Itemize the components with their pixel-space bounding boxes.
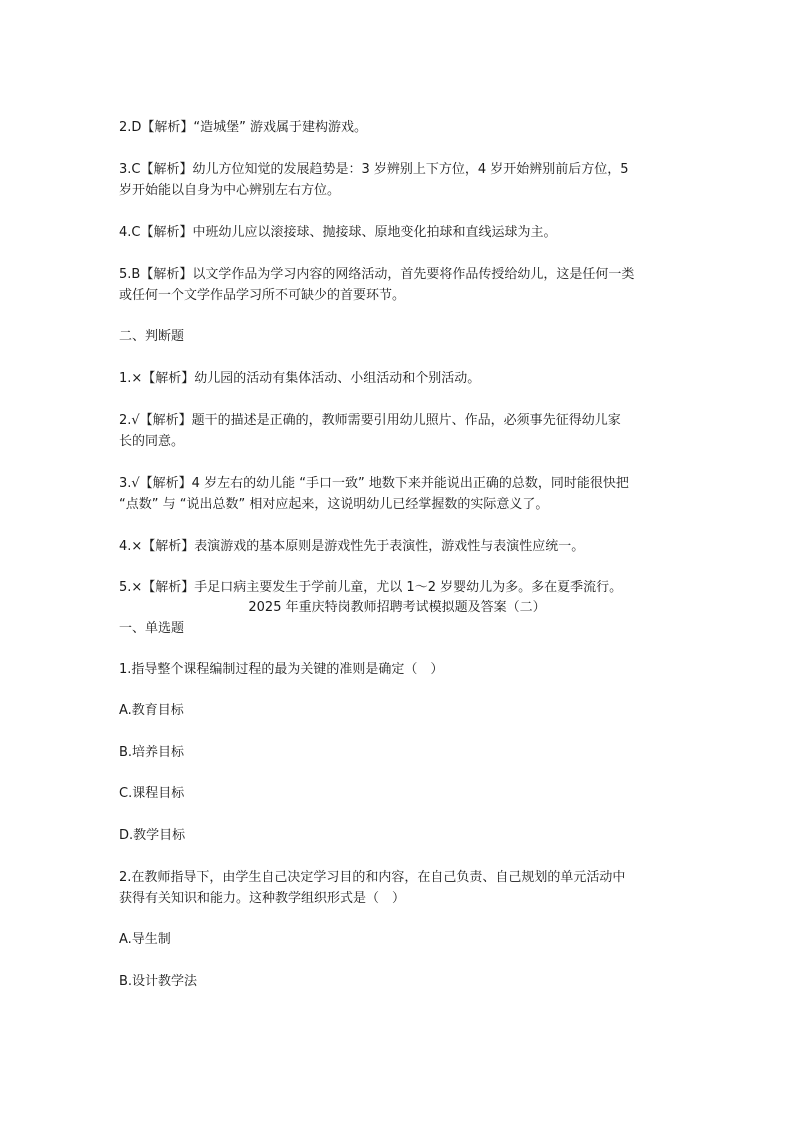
answer-q5-line1: 5.B【解析】以文学作品为学习内容的网络活动，首先要将作品传授给幼儿，这是任何一类 — [119, 267, 635, 282]
judgment-2-line2: 长的同意。 — [119, 434, 185, 449]
judgment-3-line1: 3.√【解析】4 岁左右的幼儿能 “手口一致” 地数下来并能说出正确的总数，同时能很快把 — [119, 476, 629, 491]
question-2-stem-line2: 获得有关知识和能力。这种教学组织形式是（ ） — [119, 891, 406, 906]
judgment-heading: 二、判断题 — [119, 329, 185, 344]
judgment-4: 4.×【解析】表演游戏的基本原则是游戏性先于表演性，游戏性与表演性应统一。 — [119, 539, 585, 554]
question-1-option-d: D.教学目标 — [119, 828, 186, 843]
question-2-option-a: A.导生制 — [119, 932, 171, 947]
judgment-2-line1: 2.√【解析】题干的描述是正确的，教师需要引用幼儿照片、作品，必须事先征得幼儿家 — [119, 413, 621, 428]
answer-q3-line1: 3.C【解析】幼儿方位知觉的发展趋势是：3 岁辨别上下方位，4 岁开始辨别前后方位，5 — [119, 162, 629, 177]
answer-q2: 2.D【解析】“造城堡” 游戏属于建构游戏。 — [119, 120, 368, 135]
answer-q5-line2: 或任何一个文学作品学习所不可缺少的首要环节。 — [119, 288, 406, 303]
judgment-3-line2: “点数” 与 “说出总数” 相对应起来，这说明幼儿已经掌握数的实际意义了。 — [119, 497, 549, 512]
question-1-option-a: A.教育目标 — [119, 703, 184, 718]
question-1-option-b: B.培养目标 — [119, 745, 185, 760]
judgment-5: 5.×【解析】手足口病主要发生于学前儿童，尤以 1～2 岁婴幼儿为多。多在夏季流行。 — [119, 580, 623, 595]
question-2-stem-line1: 2.在教师指导下，由学生自己决定学习目的和内容，在自己负责、自己规划的单元活动中 — [119, 870, 626, 885]
question-1-option-c: C.课程目标 — [119, 786, 185, 801]
exam-title: 2025 年重庆特岗教师招聘考试模拟题及答案（二） — [248, 600, 546, 615]
single-choice-heading: 一、单选题 — [119, 621, 185, 636]
answer-q4: 4.C【解析】中班幼儿应以滚接球、抛接球、原地变化拍球和直线运球为主。 — [119, 225, 557, 240]
judgment-1: 1.×【解析】幼儿园的活动有集体活动、小组活动和个别活动。 — [119, 371, 481, 386]
question-1-stem: 1.指导整个课程编制过程的最为关键的准则是确定（ ） — [119, 662, 444, 677]
question-2-option-b: B.设计教学法 — [119, 974, 198, 989]
answer-q3-line2: 岁开始能以自身为中心辨别左右方位。 — [119, 183, 341, 198]
